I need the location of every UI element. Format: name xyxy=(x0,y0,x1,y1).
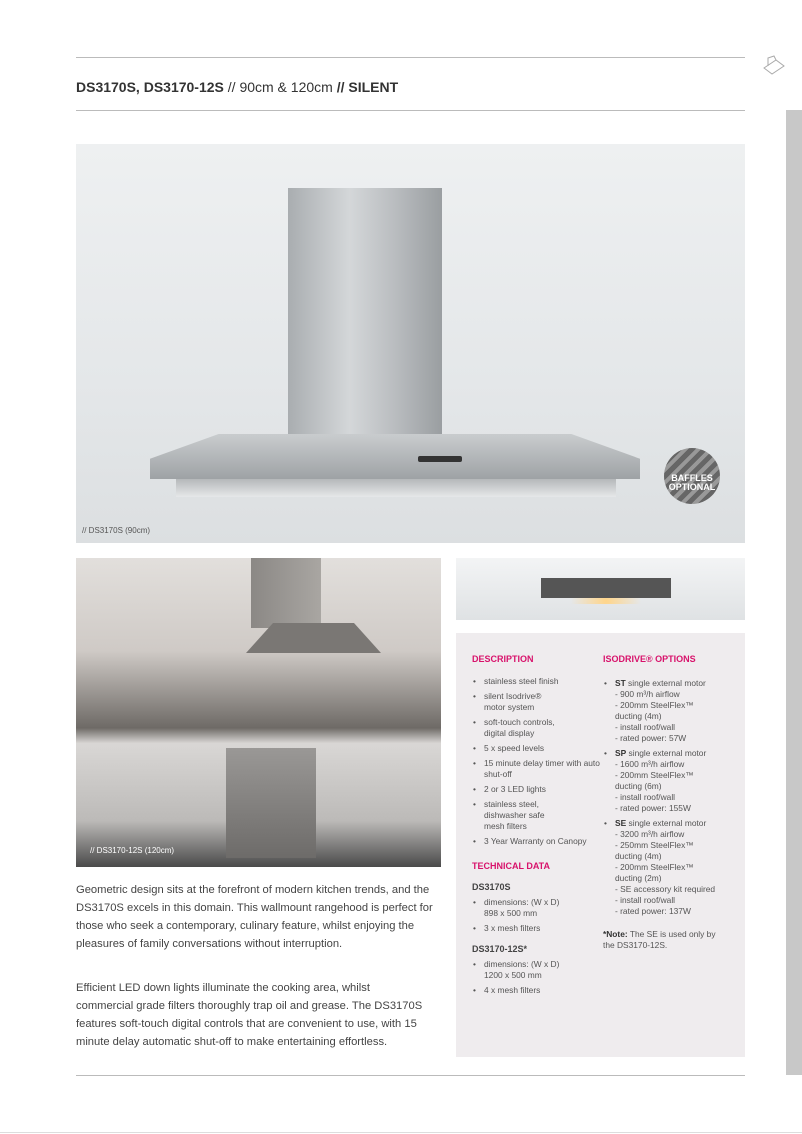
lights-photo xyxy=(456,558,745,620)
list-item: • 5 x speed levels xyxy=(472,743,602,754)
list-item: • silent Isodrive® motor system xyxy=(472,691,552,713)
spec-panel xyxy=(456,633,745,1057)
top-rule xyxy=(76,57,745,58)
hero-product-image xyxy=(76,144,745,543)
technical-heading: TECHNICAL DATA xyxy=(472,861,550,871)
options-list xyxy=(603,678,733,951)
list-item: • stainless steel, dishwasher safe mesh filters xyxy=(472,799,557,832)
header-rule xyxy=(76,110,745,111)
list-item: • 3 Year Warranty on Canopy xyxy=(472,836,602,847)
canopy-filter xyxy=(176,479,616,497)
control-panel xyxy=(418,456,462,462)
list-item: • 4 x mesh filters xyxy=(472,985,602,996)
photo-oven xyxy=(226,748,316,858)
rangehood-line-icon xyxy=(760,54,786,80)
option-item: • ST single external motor - 900 m³/h airflow - 200mm SteelFlex™ ducting (4m) - install roof/wall - rated power: 57W xyxy=(603,678,733,744)
model-name: DS3170-12S* xyxy=(472,944,528,954)
photo-chimney xyxy=(251,558,321,628)
list-item: • 2 or 3 LED lights xyxy=(472,784,602,795)
kitchen-photo xyxy=(76,558,441,867)
bottom-rule xyxy=(76,1075,745,1076)
side-tab xyxy=(786,110,802,1075)
description-list xyxy=(472,676,602,1000)
note: *Note: The SE is used only by the DS3170-12S. xyxy=(603,929,716,950)
photo-lights xyxy=(556,598,656,604)
body-paragraph-1: Geometric design sits at the forefront of modern kitchen trends, and the DS3170S excels in this domain. This wallmount rangehood is perfect for those who seek a contemporary, culinary feature, whilst enjoying the pleasures of family conversations without interruption. xyxy=(76,884,433,950)
canopy xyxy=(150,434,640,479)
list-item: • dimensions: (W x D) 898 x 500 mm xyxy=(472,897,562,919)
description-heading: DESCRIPTION xyxy=(472,654,534,664)
list-item: • 15 minute delay timer with auto shut-off xyxy=(472,758,602,780)
model-name: DS3170S xyxy=(472,882,511,892)
list-item: • soft-touch controls, digital display xyxy=(472,717,577,739)
page-title: DS3170S, DS3170-12S // 90cm & 120cm // SILENT xyxy=(76,79,399,95)
options-heading: ISODRIVE® OPTIONS xyxy=(603,654,696,664)
page-edge xyxy=(0,1132,802,1133)
option-item: • SE single external motor - 3200 m³/h airflow - 250mm SteelFlex™ ducting (4m) - 200mm SteelFlex™ ducting (2m) - SE accessory kit required - install roof/wall - rated power: 137W xyxy=(603,818,733,917)
photo-hood xyxy=(541,578,671,598)
body-paragraph-2: Efficient LED down lights illuminate the cooking area, whilst commercial grade filters thoroughly trap oil and grease. The DS3170S features soft-touch digital controls that are convenient to use, with 15 minute delay automatic shut-off to make entertaining effortless. xyxy=(76,982,423,1048)
list-item: • stainless steel finish xyxy=(472,676,602,687)
option-item: • SP single external motor - 1600 m³/h airflow - 200mm SteelFlex™ ducting (6m) - install roof/wall - rated power: 155W xyxy=(603,748,733,814)
baffles-optional-badge: BAFFLES OPTIONAL xyxy=(664,448,720,504)
chimney xyxy=(288,188,442,440)
hero-caption: // DS3170S (90cm) xyxy=(82,526,151,535)
list-item: • 3 x mesh filters xyxy=(472,923,602,934)
kitchen-caption: // DS3170-12S (120cm) xyxy=(90,846,175,855)
list-item: • dimensions: (W x D) 1200 x 500 mm xyxy=(472,959,562,981)
